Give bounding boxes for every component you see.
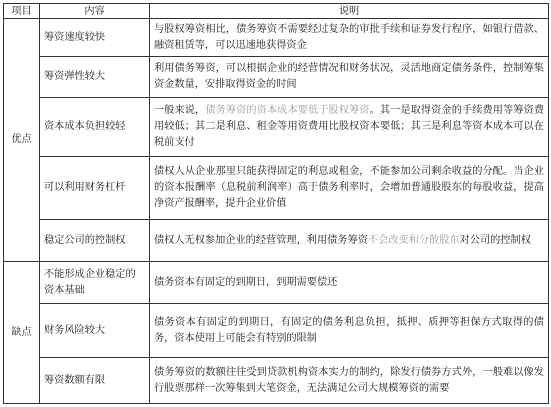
row-description: [150, 98, 549, 157]
table-row: [4, 220, 549, 262]
desc-text: 对公司的控制权: [459, 234, 531, 246]
desc-text-faint: 不会改变和分散股东: [367, 234, 460, 246]
finance-table-document: [3, 3, 548, 404]
row-item-label: 不能形成企业稳定的资本基础: [40, 262, 150, 304]
row-description: 债权人从企业那里只能获得固定的利息或租金，不能参加公司剩余收益的分配。当企业的资本报酬率（息税前利润率）高于债务利率时，会增加普通股股东的每股收益，提高净资产报酬率，提升企业价值: [150, 157, 549, 220]
category-disadvantages: 缺点: [4, 262, 40, 404]
row-description: 债务筹资的数额往往受到贷款机构资本实力的制约，除发行债券方式外，一般难以像发行股票那样一次筹集到大笔资金，无法满足公司大规模筹资的需要: [150, 358, 549, 404]
row-description: 债务资本有固定的到期日，到期需要偿还: [150, 262, 549, 304]
table-header-row: [4, 4, 549, 19]
table-row: [4, 304, 549, 358]
row-description: 与股权筹资相比，债务筹资不需要经过复杂的审批手续和证券发行程序，如银行借款、融资租赁等，可以迅速地获得资金: [150, 19, 549, 57]
debt-financing-table: [3, 3, 549, 404]
desc-text: 。其一是取得资金的手续费用等筹资费用较低；其二是利息、租金等用资费用比股权资本要低；其三是利息等资本成本可以在税前支付: [154, 105, 545, 148]
row-item-label: 可以利用财务杠杆: [40, 157, 150, 220]
table-row: [4, 98, 549, 157]
row-item-label: 筹资数额有限: [40, 358, 150, 404]
header-category: 项目: [4, 4, 40, 19]
row-description: 利用债务筹资，可以根据企业的经营情况和财务状况，灵活地商定债务条件，控制筹集资金数量，安排取得资金的时间: [150, 57, 549, 98]
header-description: 说明: [150, 4, 549, 19]
row-item-label: 财务风险较大: [40, 304, 150, 358]
desc-text-faint: 债务筹资的资本成本要低于股权筹资: [205, 105, 370, 116]
table-row: [4, 57, 549, 98]
row-item-label: 筹资弹性较大: [40, 57, 150, 98]
table-row: [4, 157, 549, 220]
row-description: [150, 220, 549, 262]
row-item-label: 筹资速度较快: [40, 19, 150, 57]
desc-text: 一般来说，: [154, 105, 206, 116]
category-advantages: 优点: [4, 19, 40, 262]
row-description: 债务资本有固定的到期日，有固定的债务利息负担，抵押、质押等担保方式取得的债务，资本使用上可能会有特别的限制: [150, 304, 549, 358]
desc-text: 债权人无权参加企业的经营管理，利用债务筹资: [154, 234, 368, 246]
table-row: [4, 358, 549, 404]
row-item-label: 稳定公司的控制权: [40, 220, 150, 262]
table-row: [4, 19, 549, 57]
row-item-label: 资本成本负担较轻: [40, 98, 150, 157]
table-row: [4, 262, 549, 304]
header-item: 内容: [40, 4, 150, 19]
